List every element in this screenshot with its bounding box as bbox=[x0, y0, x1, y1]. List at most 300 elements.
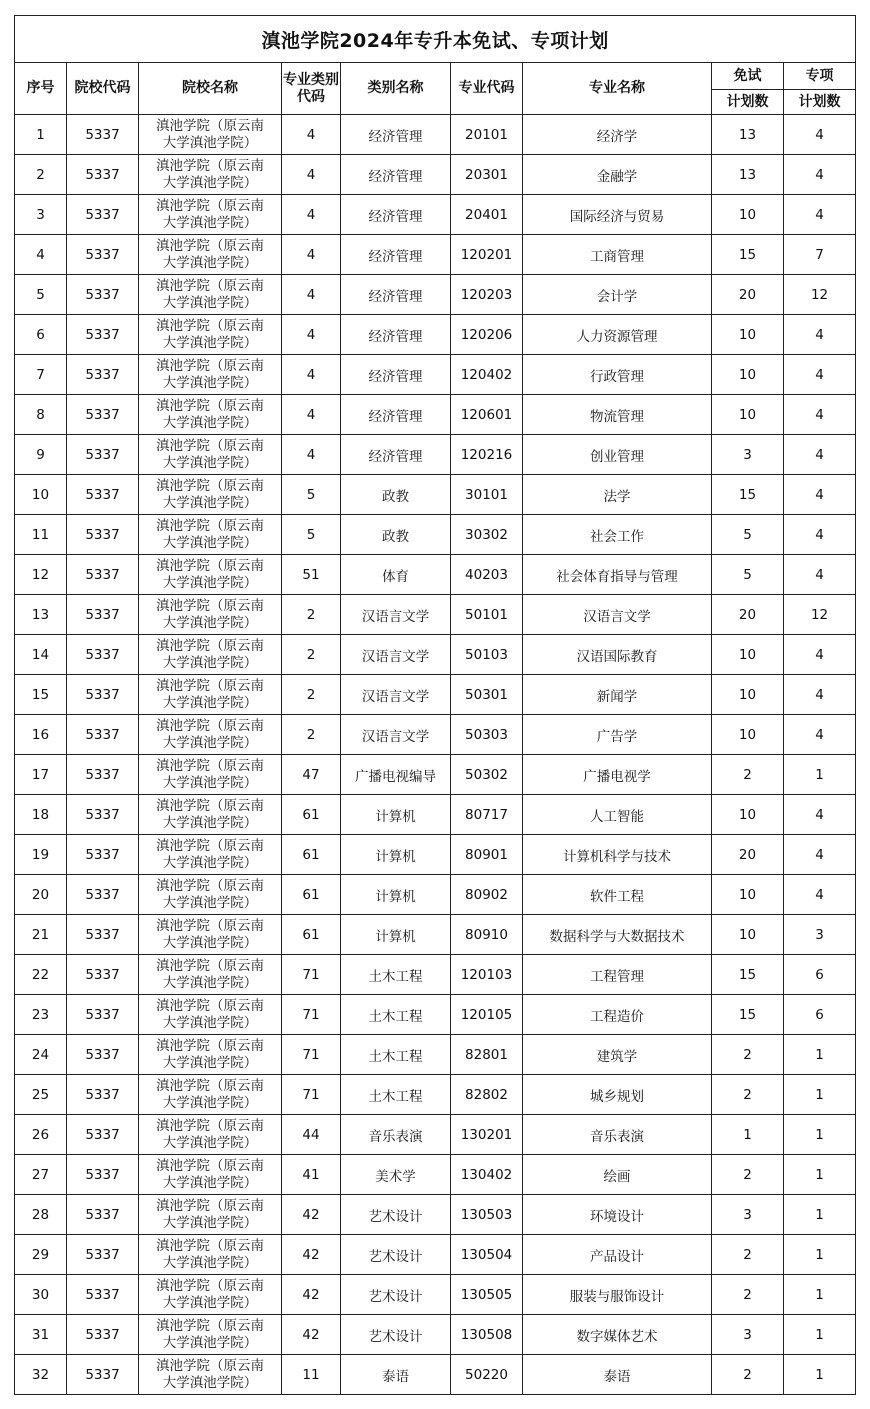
cell-seq: 27 bbox=[15, 1155, 67, 1195]
cell-school-name bbox=[139, 1355, 282, 1395]
cell-school-code: 5337 bbox=[67, 115, 139, 155]
cell-special-plan: 12 bbox=[784, 595, 856, 635]
school-name-line: 滇池学院（原云南 bbox=[156, 1117, 264, 1134]
school-name-line: 大学滇池学院） bbox=[162, 1014, 258, 1031]
cell-school-name bbox=[139, 1195, 282, 1235]
cell-school-name bbox=[139, 755, 282, 795]
cell-major-name: 绘画 bbox=[523, 1155, 712, 1195]
cell-special-plan: 4 bbox=[784, 355, 856, 395]
cell-major-code: 20101 bbox=[451, 115, 523, 155]
table-row bbox=[15, 1195, 856, 1235]
cell-school-name bbox=[139, 595, 282, 635]
cell-category-code: 2 bbox=[282, 595, 341, 635]
cell-school-code: 5337 bbox=[67, 475, 139, 515]
cell-school-code: 5337 bbox=[67, 1115, 139, 1155]
cell-category-name: 艺术设计 bbox=[341, 1235, 451, 1275]
header-seq: 序号 bbox=[15, 63, 67, 115]
cell-major-code: 50220 bbox=[451, 1355, 523, 1395]
cell-category-code: 71 bbox=[282, 1035, 341, 1075]
cell-school-name bbox=[139, 715, 282, 755]
cell-school-name bbox=[139, 395, 282, 435]
cell-school-name bbox=[139, 875, 282, 915]
cell-category-name: 体育 bbox=[341, 555, 451, 595]
cell-major-code: 80901 bbox=[451, 835, 523, 875]
cell-category-code: 44 bbox=[282, 1115, 341, 1155]
cell-major-name: 数据科学与大数据技术 bbox=[523, 915, 712, 955]
table-row bbox=[15, 475, 856, 515]
cell-category-code: 4 bbox=[282, 115, 341, 155]
cell-seq: 13 bbox=[15, 595, 67, 635]
school-name-line: 滇池学院（原云南 bbox=[156, 957, 264, 974]
cell-school-code: 5337 bbox=[67, 315, 139, 355]
cell-school-code: 5337 bbox=[67, 235, 139, 275]
cell-category-name: 艺术设计 bbox=[341, 1195, 451, 1235]
school-name-line: 大学滇池学院） bbox=[162, 134, 258, 151]
school-name-line: 大学滇池学院） bbox=[162, 774, 258, 791]
school-name-line: 大学滇池学院） bbox=[162, 1254, 258, 1271]
school-name-line: 大学滇池学院） bbox=[162, 574, 258, 591]
school-name-line: 大学滇池学院） bbox=[162, 654, 258, 671]
cell-special-plan: 12 bbox=[784, 275, 856, 315]
cell-exempt-plan: 3 bbox=[712, 435, 784, 475]
school-name-line: 大学滇池学院） bbox=[162, 534, 258, 551]
table-row bbox=[15, 1235, 856, 1275]
cell-category-name: 计算机 bbox=[341, 915, 451, 955]
cell-school-name bbox=[139, 355, 282, 395]
cell-major-name: 数字媒体艺术 bbox=[523, 1315, 712, 1355]
school-name-line: 滇池学院（原云南 bbox=[156, 437, 264, 454]
cell-seq: 12 bbox=[15, 555, 67, 595]
cell-category-code: 51 bbox=[282, 555, 341, 595]
cell-exempt-plan: 3 bbox=[712, 1315, 784, 1355]
cell-school-code: 5337 bbox=[67, 715, 139, 755]
cell-category-name: 汉语言文学 bbox=[341, 715, 451, 755]
school-name-line: 滇池学院（原云南 bbox=[156, 277, 264, 294]
table-row bbox=[15, 195, 856, 235]
cell-school-name bbox=[139, 475, 282, 515]
cell-category-code: 47 bbox=[282, 755, 341, 795]
cell-special-plan: 1 bbox=[784, 1115, 856, 1155]
cell-seq: 19 bbox=[15, 835, 67, 875]
cell-school-code: 5337 bbox=[67, 195, 139, 235]
school-name-line: 大学滇池学院） bbox=[162, 1214, 258, 1231]
cell-major-name: 计算机科学与技术 bbox=[523, 835, 712, 875]
cell-major-name: 社会工作 bbox=[523, 515, 712, 555]
cell-major-name: 工程管理 bbox=[523, 955, 712, 995]
cell-school-name bbox=[139, 1075, 282, 1115]
cell-special-plan: 3 bbox=[784, 915, 856, 955]
cell-major-code: 120601 bbox=[451, 395, 523, 435]
cell-major-name: 广播电视学 bbox=[523, 755, 712, 795]
table-row bbox=[15, 555, 856, 595]
cell-category-name: 政教 bbox=[341, 515, 451, 555]
cell-special-plan: 4 bbox=[784, 675, 856, 715]
cell-major-code: 40203 bbox=[451, 555, 523, 595]
header-major-code: 专业代码 bbox=[451, 63, 523, 115]
cell-major-name: 行政管理 bbox=[523, 355, 712, 395]
cell-school-code: 5337 bbox=[67, 555, 139, 595]
cell-major-code: 120105 bbox=[451, 995, 523, 1035]
school-name-line: 滇池学院（原云南 bbox=[156, 637, 264, 654]
cell-school-code: 5337 bbox=[67, 155, 139, 195]
cell-school-name bbox=[139, 195, 282, 235]
cell-category-name: 计算机 bbox=[341, 875, 451, 915]
cell-school-name bbox=[139, 955, 282, 995]
cell-exempt-plan: 10 bbox=[712, 715, 784, 755]
cell-category-code: 2 bbox=[282, 675, 341, 715]
cell-category-code: 4 bbox=[282, 275, 341, 315]
cell-seq: 26 bbox=[15, 1115, 67, 1155]
table-row bbox=[15, 795, 856, 835]
cell-major-name: 环境设计 bbox=[523, 1195, 712, 1235]
school-name-line: 大学滇池学院） bbox=[162, 174, 258, 191]
cell-school-name bbox=[139, 555, 282, 595]
cell-category-name: 汉语言文学 bbox=[341, 675, 451, 715]
cell-seq: 16 bbox=[15, 715, 67, 755]
cell-school-code: 5337 bbox=[67, 595, 139, 635]
cell-category-code: 71 bbox=[282, 995, 341, 1035]
table-row bbox=[15, 635, 856, 675]
cell-seq: 8 bbox=[15, 395, 67, 435]
school-name-line: 大学滇池学院） bbox=[162, 974, 258, 991]
cell-category-name: 土木工程 bbox=[341, 1075, 451, 1115]
cell-major-code: 80910 bbox=[451, 915, 523, 955]
table-row bbox=[15, 675, 856, 715]
header-special: 专项 bbox=[784, 63, 856, 90]
cell-school-name bbox=[139, 675, 282, 715]
cell-school-name bbox=[139, 115, 282, 155]
table-row bbox=[15, 755, 856, 795]
cell-major-name: 服装与服饰设计 bbox=[523, 1275, 712, 1315]
school-name-line: 滇池学院（原云南 bbox=[156, 557, 264, 574]
school-name-line: 滇池学院（原云南 bbox=[156, 317, 264, 334]
cell-category-code: 11 bbox=[282, 1355, 341, 1395]
cell-major-code: 30302 bbox=[451, 515, 523, 555]
cell-category-code: 4 bbox=[282, 355, 341, 395]
cell-school-code: 5337 bbox=[67, 1275, 139, 1315]
cell-major-name: 国际经济与贸易 bbox=[523, 195, 712, 235]
cell-exempt-plan: 10 bbox=[712, 915, 784, 955]
cell-seq: 21 bbox=[15, 915, 67, 955]
header-special-plan-count: 计划数 bbox=[784, 90, 856, 115]
school-name-line: 滇池学院（原云南 bbox=[156, 1157, 264, 1174]
cell-category-code: 61 bbox=[282, 915, 341, 955]
school-name-line: 滇池学院（原云南 bbox=[156, 157, 264, 174]
school-name-line: 大学滇池学院） bbox=[162, 934, 258, 951]
table-row bbox=[15, 915, 856, 955]
cell-major-code: 120402 bbox=[451, 355, 523, 395]
cell-major-name: 创业管理 bbox=[523, 435, 712, 475]
cell-school-code: 5337 bbox=[67, 915, 139, 955]
header-school-name: 院校名称 bbox=[139, 63, 282, 115]
cell-major-name: 经济学 bbox=[523, 115, 712, 155]
cell-exempt-plan: 10 bbox=[712, 875, 784, 915]
table-row bbox=[15, 435, 856, 475]
school-name-line: 大学滇池学院） bbox=[162, 854, 258, 871]
cell-category-name: 计算机 bbox=[341, 835, 451, 875]
cell-school-code: 5337 bbox=[67, 395, 139, 435]
school-name-line: 滇池学院（原云南 bbox=[156, 397, 264, 414]
cell-seq: 7 bbox=[15, 355, 67, 395]
cell-special-plan: 4 bbox=[784, 195, 856, 235]
cell-category-code: 41 bbox=[282, 1155, 341, 1195]
cell-school-code: 5337 bbox=[67, 795, 139, 835]
cell-exempt-plan: 2 bbox=[712, 1075, 784, 1115]
school-name-line: 大学滇池学院） bbox=[162, 1054, 258, 1071]
table-row bbox=[15, 1115, 856, 1155]
cell-exempt-plan: 2 bbox=[712, 755, 784, 795]
cell-special-plan: 4 bbox=[784, 395, 856, 435]
cell-major-name: 音乐表演 bbox=[523, 1115, 712, 1155]
cell-exempt-plan: 10 bbox=[712, 355, 784, 395]
cell-special-plan: 4 bbox=[784, 715, 856, 755]
school-name-line: 大学滇池学院） bbox=[162, 294, 258, 311]
cell-special-plan: 4 bbox=[784, 835, 856, 875]
cell-major-code: 130503 bbox=[451, 1195, 523, 1235]
cell-major-code: 120103 bbox=[451, 955, 523, 995]
cell-exempt-plan: 5 bbox=[712, 555, 784, 595]
cell-school-name bbox=[139, 1235, 282, 1275]
school-name-line: 滇池学院（原云南 bbox=[156, 1237, 264, 1254]
cell-exempt-plan: 15 bbox=[712, 475, 784, 515]
cell-special-plan: 4 bbox=[784, 875, 856, 915]
cell-major-code: 50103 bbox=[451, 635, 523, 675]
cell-school-name bbox=[139, 835, 282, 875]
cell-major-code: 50301 bbox=[451, 675, 523, 715]
table-title: 滇池学院2024年专升本免试、专项计划 bbox=[15, 16, 856, 63]
cell-special-plan: 1 bbox=[784, 1355, 856, 1395]
cell-category-name: 汉语言文学 bbox=[341, 595, 451, 635]
header-category-name: 类别名称 bbox=[341, 63, 451, 115]
cell-special-plan: 1 bbox=[784, 1315, 856, 1355]
school-name-line: 滇池学院（原云南 bbox=[156, 837, 264, 854]
cell-school-code: 5337 bbox=[67, 355, 139, 395]
table-row bbox=[15, 1035, 856, 1075]
cell-seq: 28 bbox=[15, 1195, 67, 1235]
cell-seq: 32 bbox=[15, 1355, 67, 1395]
cell-major-code: 50302 bbox=[451, 755, 523, 795]
cell-school-code: 5337 bbox=[67, 1155, 139, 1195]
cell-category-name: 土木工程 bbox=[341, 1035, 451, 1075]
school-name-line: 大学滇池学院） bbox=[162, 374, 258, 391]
cell-category-name: 经济管理 bbox=[341, 115, 451, 155]
cell-special-plan: 4 bbox=[784, 635, 856, 675]
cell-category-code: 71 bbox=[282, 955, 341, 995]
table-row bbox=[15, 1075, 856, 1115]
cell-school-name bbox=[139, 635, 282, 675]
cell-major-code: 120201 bbox=[451, 235, 523, 275]
cell-seq: 1 bbox=[15, 115, 67, 155]
school-name-line: 滇池学院（原云南 bbox=[156, 917, 264, 934]
table-row bbox=[15, 835, 856, 875]
cell-exempt-plan: 5 bbox=[712, 515, 784, 555]
school-name-line: 滇池学院（原云南 bbox=[156, 1277, 264, 1294]
cell-seq: 29 bbox=[15, 1235, 67, 1275]
cell-major-code: 82802 bbox=[451, 1075, 523, 1115]
cell-school-code: 5337 bbox=[67, 1075, 139, 1115]
cell-category-name: 音乐表演 bbox=[341, 1115, 451, 1155]
school-name-line: 滇池学院（原云南 bbox=[156, 877, 264, 894]
cell-category-name: 土木工程 bbox=[341, 995, 451, 1035]
cell-school-name bbox=[139, 795, 282, 835]
cell-special-plan: 4 bbox=[784, 115, 856, 155]
cell-seq: 18 bbox=[15, 795, 67, 835]
cell-exempt-plan: 10 bbox=[712, 635, 784, 675]
cell-category-name: 政教 bbox=[341, 475, 451, 515]
cell-exempt-plan: 13 bbox=[712, 115, 784, 155]
cell-exempt-plan: 2 bbox=[712, 1355, 784, 1395]
school-name-line: 大学滇池学院） bbox=[162, 1334, 258, 1351]
school-name-line: 大学滇池学院） bbox=[162, 254, 258, 271]
cell-special-plan: 1 bbox=[784, 1155, 856, 1195]
cell-major-code: 80717 bbox=[451, 795, 523, 835]
cell-school-code: 5337 bbox=[67, 755, 139, 795]
cell-category-code: 5 bbox=[282, 475, 341, 515]
school-name-line: 大学滇池学院） bbox=[162, 1174, 258, 1191]
table-row bbox=[15, 1355, 856, 1395]
cell-school-code: 5337 bbox=[67, 875, 139, 915]
cell-seq: 5 bbox=[15, 275, 67, 315]
cell-exempt-plan: 2 bbox=[712, 1235, 784, 1275]
cell-seq: 23 bbox=[15, 995, 67, 1035]
cell-category-name: 广播电视编导 bbox=[341, 755, 451, 795]
cell-school-code: 5337 bbox=[67, 1235, 139, 1275]
cell-school-name bbox=[139, 435, 282, 475]
school-name-line: 大学滇池学院） bbox=[162, 414, 258, 431]
cell-seq: 14 bbox=[15, 635, 67, 675]
cell-special-plan: 4 bbox=[784, 795, 856, 835]
cell-seq: 22 bbox=[15, 955, 67, 995]
cell-school-name bbox=[139, 1275, 282, 1315]
cell-school-name bbox=[139, 995, 282, 1035]
table-row bbox=[15, 515, 856, 555]
school-name-line: 大学滇池学院） bbox=[162, 454, 258, 471]
table-row bbox=[15, 595, 856, 635]
cell-special-plan: 4 bbox=[784, 475, 856, 515]
cell-major-name: 金融学 bbox=[523, 155, 712, 195]
cell-school-name bbox=[139, 1315, 282, 1355]
cell-category-name: 泰语 bbox=[341, 1355, 451, 1395]
cell-seq: 4 bbox=[15, 235, 67, 275]
cell-major-code: 120203 bbox=[451, 275, 523, 315]
cell-category-name: 艺术设计 bbox=[341, 1315, 451, 1355]
cell-special-plan: 1 bbox=[784, 1275, 856, 1315]
cell-category-name: 经济管理 bbox=[341, 395, 451, 435]
table-row bbox=[15, 315, 856, 355]
school-name-line: 滇池学院（原云南 bbox=[156, 237, 264, 254]
school-name-line: 大学滇池学院） bbox=[162, 694, 258, 711]
plan-table bbox=[14, 15, 856, 1395]
cell-exempt-plan: 10 bbox=[712, 315, 784, 355]
school-name-line: 滇池学院（原云南 bbox=[156, 797, 264, 814]
cell-major-code: 130504 bbox=[451, 1235, 523, 1275]
cell-exempt-plan: 20 bbox=[712, 595, 784, 635]
cell-school-name bbox=[139, 515, 282, 555]
cell-seq: 3 bbox=[15, 195, 67, 235]
cell-school-code: 5337 bbox=[67, 1035, 139, 1075]
cell-school-name bbox=[139, 315, 282, 355]
cell-major-name: 法学 bbox=[523, 475, 712, 515]
cell-major-name: 物流管理 bbox=[523, 395, 712, 435]
cell-major-code: 50303 bbox=[451, 715, 523, 755]
cell-exempt-plan: 13 bbox=[712, 155, 784, 195]
header-category-code: 专业类别代码 bbox=[282, 63, 341, 115]
header-exempt: 免试 bbox=[712, 63, 784, 90]
cell-seq: 24 bbox=[15, 1035, 67, 1075]
cell-exempt-plan: 15 bbox=[712, 955, 784, 995]
school-name-line: 大学滇池学院） bbox=[162, 494, 258, 511]
cell-major-name: 人力资源管理 bbox=[523, 315, 712, 355]
cell-major-code: 130402 bbox=[451, 1155, 523, 1195]
cell-school-code: 5337 bbox=[67, 515, 139, 555]
cell-category-name: 经济管理 bbox=[341, 195, 451, 235]
cell-category-name: 汉语言文学 bbox=[341, 635, 451, 675]
cell-category-name: 土木工程 bbox=[341, 955, 451, 995]
cell-school-name bbox=[139, 915, 282, 955]
cell-category-code: 42 bbox=[282, 1315, 341, 1355]
cell-major-name: 汉语言文学 bbox=[523, 595, 712, 635]
cell-special-plan: 6 bbox=[784, 955, 856, 995]
cell-exempt-plan: 10 bbox=[712, 795, 784, 835]
table-row bbox=[15, 715, 856, 755]
cell-special-plan: 7 bbox=[784, 235, 856, 275]
cell-school-code: 5337 bbox=[67, 1195, 139, 1235]
cell-category-code: 4 bbox=[282, 435, 341, 475]
cell-major-name: 人工智能 bbox=[523, 795, 712, 835]
cell-exempt-plan: 10 bbox=[712, 395, 784, 435]
school-name-line: 滇池学院（原云南 bbox=[156, 757, 264, 774]
cell-major-name: 产品设计 bbox=[523, 1235, 712, 1275]
school-name-line: 滇池学院（原云南 bbox=[156, 597, 264, 614]
cell-category-code: 42 bbox=[282, 1235, 341, 1275]
cell-school-code: 5337 bbox=[67, 435, 139, 475]
school-name-line: 大学滇池学院） bbox=[162, 814, 258, 831]
header-major-name: 专业名称 bbox=[523, 63, 712, 115]
school-name-line: 滇池学院（原云南 bbox=[156, 1077, 264, 1094]
cell-exempt-plan: 10 bbox=[712, 675, 784, 715]
cell-major-code: 120206 bbox=[451, 315, 523, 355]
school-name-line: 大学滇池学院） bbox=[162, 1094, 258, 1111]
school-name-line: 滇池学院（原云南 bbox=[156, 357, 264, 374]
school-name-line: 大学滇池学院） bbox=[162, 1134, 258, 1151]
cell-exempt-plan: 10 bbox=[712, 195, 784, 235]
cell-category-name: 经济管理 bbox=[341, 275, 451, 315]
cell-special-plan: 1 bbox=[784, 1075, 856, 1115]
cell-exempt-plan: 2 bbox=[712, 1155, 784, 1195]
cell-category-name: 经济管理 bbox=[341, 355, 451, 395]
table-row bbox=[15, 275, 856, 315]
cell-major-code: 80902 bbox=[451, 875, 523, 915]
cell-special-plan: 4 bbox=[784, 515, 856, 555]
cell-exempt-plan: 2 bbox=[712, 1275, 784, 1315]
cell-major-name: 新闻学 bbox=[523, 675, 712, 715]
cell-major-name: 汉语国际教育 bbox=[523, 635, 712, 675]
cell-major-name: 工商管理 bbox=[523, 235, 712, 275]
cell-special-plan: 6 bbox=[784, 995, 856, 1035]
cell-exempt-plan: 1 bbox=[712, 1115, 784, 1155]
cell-category-code: 61 bbox=[282, 795, 341, 835]
table-row bbox=[15, 1315, 856, 1355]
cell-seq: 6 bbox=[15, 315, 67, 355]
cell-special-plan: 1 bbox=[784, 755, 856, 795]
cell-seq: 2 bbox=[15, 155, 67, 195]
plan-document bbox=[14, 15, 855, 1395]
cell-major-code: 120216 bbox=[451, 435, 523, 475]
header-exempt-plan-count: 计划数 bbox=[712, 90, 784, 115]
cell-category-code: 61 bbox=[282, 875, 341, 915]
school-name-line: 大学滇池学院） bbox=[162, 334, 258, 351]
cell-major-code: 130508 bbox=[451, 1315, 523, 1355]
